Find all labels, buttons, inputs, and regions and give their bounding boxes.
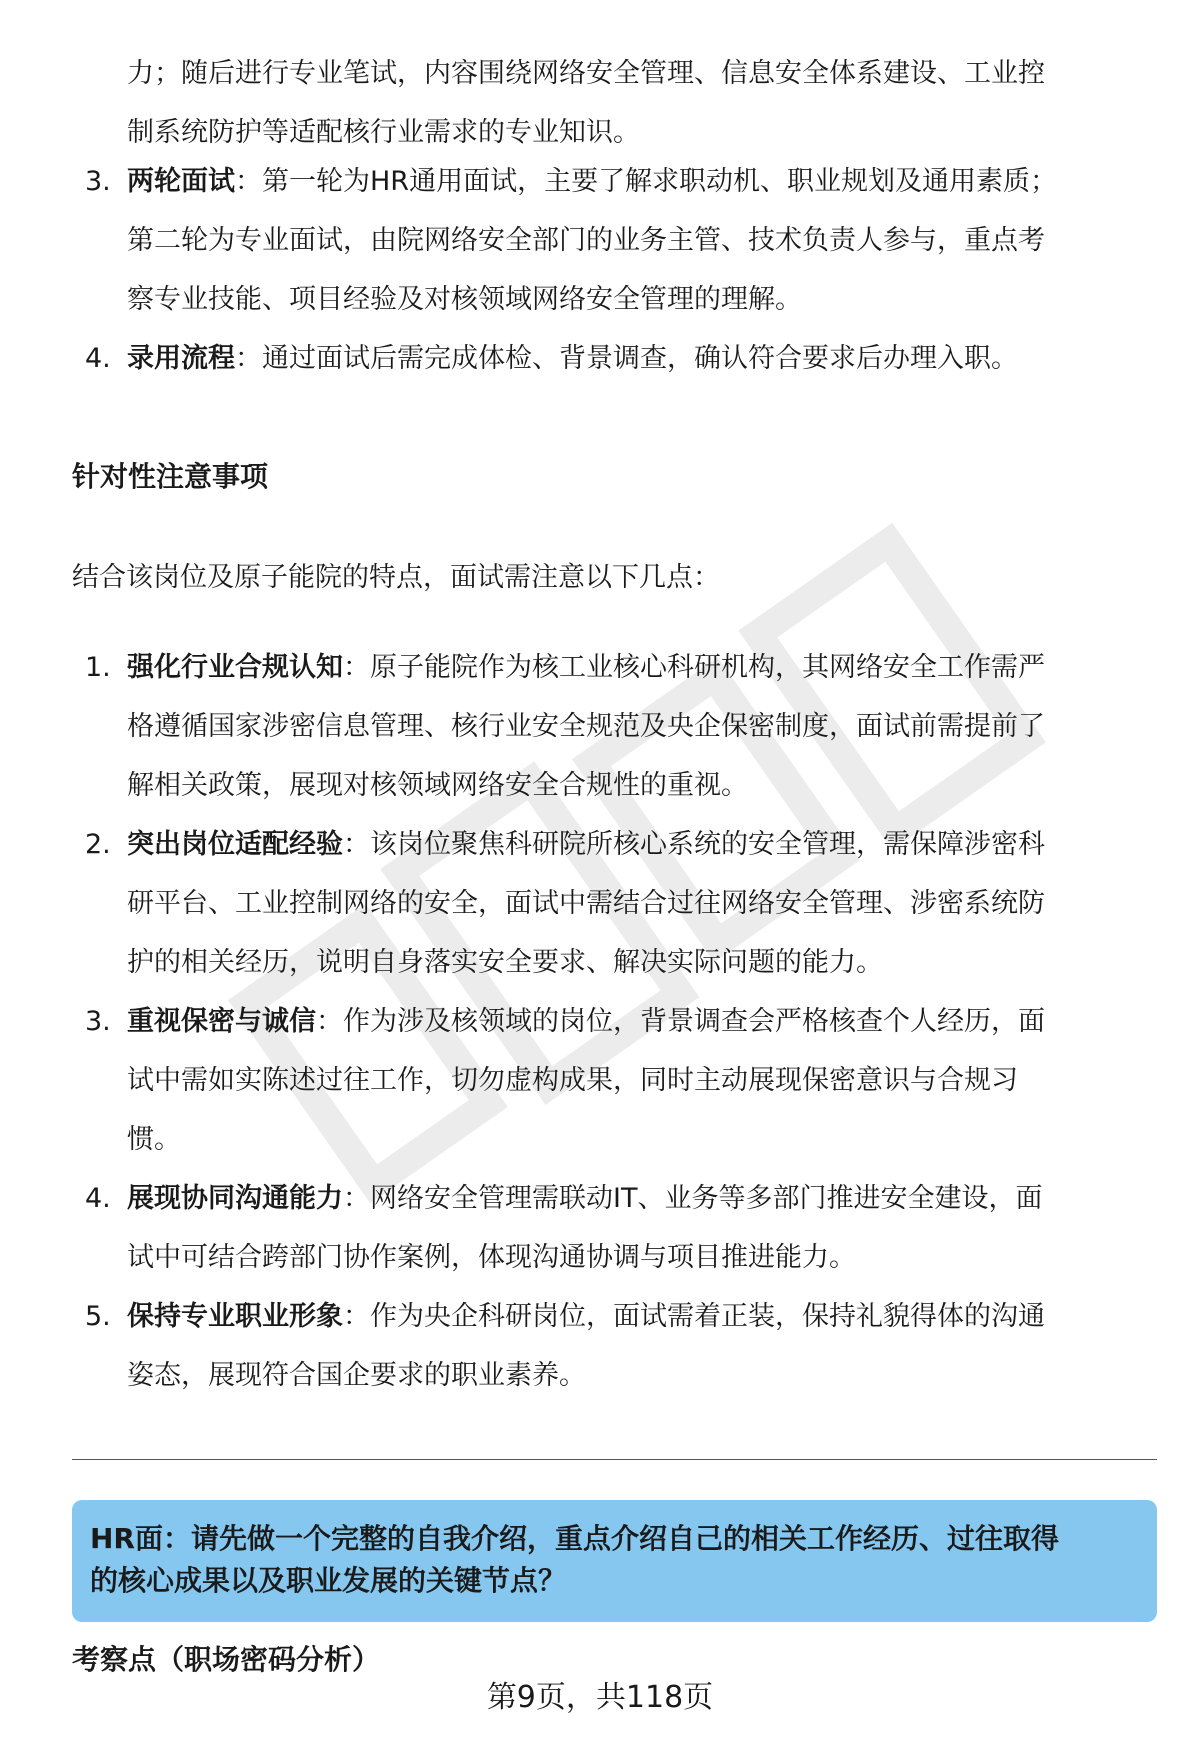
text-line: 姿态，展现符合国企要求的职业素养。 — [127, 1360, 586, 1391]
text-line: 察专业技能、项目经验及对核领域网络安全管理的理解。 — [127, 284, 802, 315]
item-text: 原子能院作为核工业核心科研机构，其网络安全工作需严 — [370, 652, 1045, 683]
text-line: 惯。 — [127, 1124, 181, 1155]
list-item — [72, 152, 1147, 329]
item-text: 该岗位聚焦科研院所核心系统的安全管理，需保障涉密科 — [370, 829, 1045, 860]
list-number: 2. — [85, 829, 111, 860]
list-number: 5. — [85, 1301, 111, 1332]
item-separator: ： — [235, 166, 262, 197]
list-item — [72, 992, 1147, 1169]
list-number: 4. — [85, 1183, 111, 1214]
text-line: 格遵循国家涉密信息管理、核行业安全规范及央企保密制度，面试前需提前了 — [127, 711, 1045, 742]
page-footer: 第9页，共118页 — [486, 1680, 714, 1715]
item-text: 作为央企科研岗位，面试需着正装，保持礼貌得体的沟通 — [370, 1301, 1045, 1332]
text-line: 力；随后进行专业笔试，内容围绕网络安全管理、信息安全体系建设、工业控 — [127, 58, 1045, 89]
item-term: 展现协同沟通能力 — [127, 1183, 343, 1214]
text-line: 研平台、工业控制网络的安全，面试中需结合过往网络安全管理、涉密系统防 — [127, 888, 1045, 919]
list-number: 3. — [85, 1006, 111, 1037]
analysis-title: 考察点（职场密码分析） — [72, 1643, 381, 1676]
text-line: 第二轮为专业面试，由院网络安全部门的业务主管、技术负责人参与，重点考 — [127, 225, 1045, 256]
item-text: 作为涉及核领域的岗位，背景调查会严格核查个人经历，面 — [343, 1006, 1045, 1037]
list-number: 4. — [85, 343, 111, 374]
item-text: 第一轮为HR通用面试，主要了解求职动机、职业规划及通用素质； — [262, 166, 1058, 197]
section-intro: 结合该岗位及原子能院的特点，面试需注意以下几点： — [72, 562, 720, 593]
item-term: 保持专业职业形象 — [127, 1301, 343, 1332]
text-line: 解相关政策，展现对核领域网络安全合规性的重视。 — [127, 770, 748, 801]
item-text: 网络安全管理需联动IT、业务等多部门推进安全建设，面 — [370, 1183, 1043, 1214]
question-text — [90, 1518, 1135, 1602]
notes-list — [72, 638, 1147, 1405]
question-box — [72, 1500, 1157, 1622]
question-line: HR面：请先做一个完整的自我介绍，重点介绍自己的相关工作经历、过往取得 — [90, 1522, 1059, 1555]
item-term: 突出岗位适配经验 — [127, 829, 343, 860]
text-line: 试中可结合跨部门协作案例，体现沟通协调与项目推进能力。 — [127, 1242, 856, 1273]
text-line: 试中需如实陈述过往工作，切勿虚构成果，同时主动展现保密意识与合规习 — [127, 1065, 1018, 1096]
list-item — [72, 1169, 1147, 1287]
item-separator: ： — [343, 1183, 370, 1214]
item-separator: ： — [316, 1006, 343, 1037]
item-term: 重视保密与诚信 — [127, 1006, 316, 1037]
list-number: 3. — [85, 166, 111, 197]
list-item — [72, 638, 1147, 815]
process-list — [72, 152, 1147, 388]
list-number: 1. — [85, 652, 111, 683]
list-item — [72, 1287, 1147, 1405]
item-term: 两轮面试 — [127, 166, 235, 197]
item-text: 通过面试后需完成体检、背景调查，确认符合要求后办理入职。 — [262, 343, 1018, 374]
list-item — [72, 815, 1147, 992]
text-line: 护的相关经历，说明自身落实安全要求、解决实际问题的能力。 — [127, 947, 883, 978]
question-line: 的核心成果以及职业发展的关键节点？ — [90, 1564, 567, 1597]
item-separator: ： — [343, 652, 370, 683]
item-separator: ： — [235, 343, 262, 374]
section-title: 针对性注意事项 — [72, 460, 269, 493]
item-term: 录用流程 — [127, 343, 235, 374]
process-item-2-continuation — [72, 44, 1147, 162]
item-term: 强化行业合规认知 — [127, 652, 343, 683]
text-line: 制系统防护等适配核行业需求的专业知识。 — [127, 117, 640, 148]
item-separator: ： — [343, 1301, 370, 1332]
section-divider — [72, 1459, 1157, 1460]
list-item — [72, 329, 1147, 388]
item-separator: ： — [343, 829, 370, 860]
